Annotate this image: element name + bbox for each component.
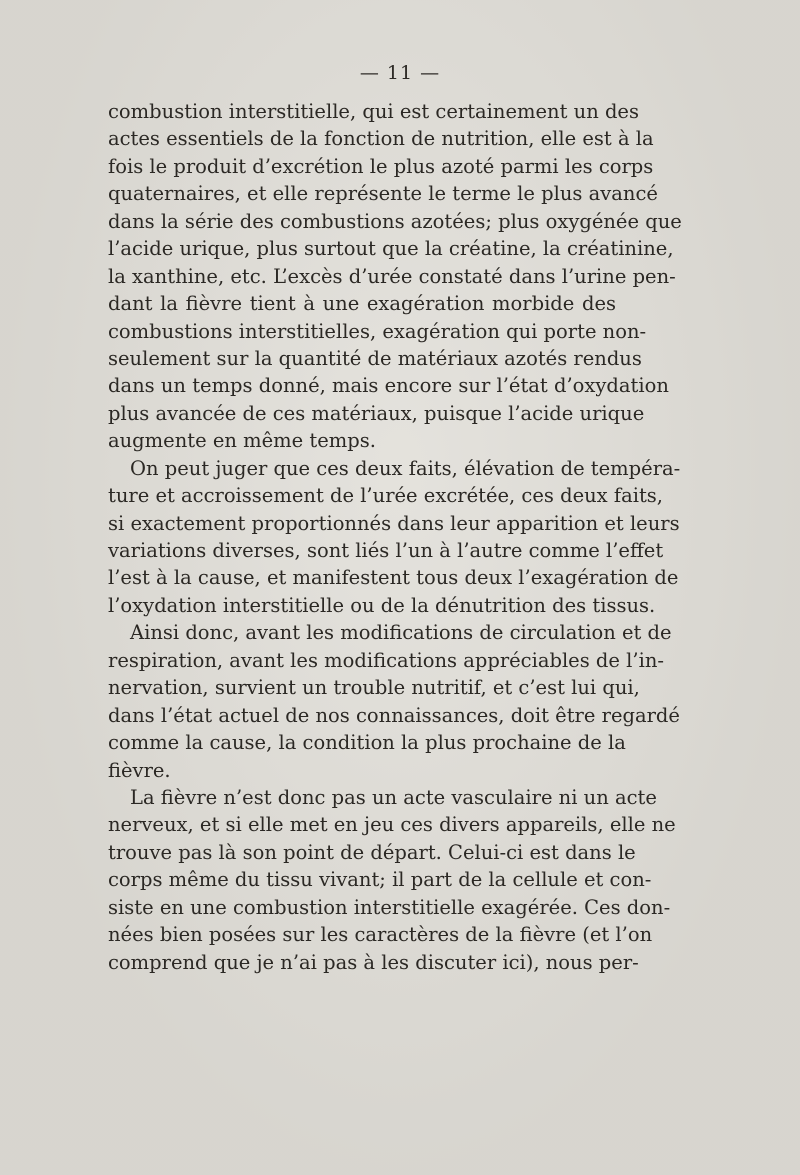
text-line: l’acide urique, plus surtout que la créatine, la créatinine, — [108, 237, 674, 261]
text-line: dant la fièvre tient à une exagération morbide des — [108, 292, 616, 316]
text-line: augmente en même temps. — [108, 429, 376, 453]
text-line: La fièvre n’est donc pas un acte vasculaire ni un acte — [130, 785, 657, 809]
text-line: l’oxydation interstitielle ou de la dénutrition des tissus. — [108, 593, 656, 617]
text-line: comme la cause, la condition la plus prochaine de la — [108, 731, 626, 755]
text-line: combustions interstitielles, exagération qui porte non- — [108, 319, 647, 343]
page-number-header: — 11 — — [359, 62, 441, 84]
text-line: dans un temps donné, mais encore sur l’état d’oxydation — [108, 374, 669, 398]
text-line: nervation, survient un trouble nutritif, et c’est lui qui, — [108, 676, 640, 700]
text-line: seulement sur la quantité de matériaux azotés rendus — [108, 346, 642, 370]
text-line: comprend que je n’ai pas à les discuter ici), nous per- — [108, 950, 639, 974]
text-line: si exactement proportionnés dans leur apparition et leurs — [108, 511, 680, 535]
text-line: ture et accroissement de l’urée excrétée, ces deux faits, — [108, 484, 663, 508]
text-line: dans l’état actuel de nos connaissances, doit être regardé — [108, 703, 680, 727]
text-line: On peut juger que ces deux faits, élévation de tempéra- — [130, 456, 681, 480]
text-line: l’est à la cause, et manifestent tous deux l’exagération de — [108, 566, 679, 590]
text-line: nées bien posées sur les caractères de la fièvre (et l’on — [108, 923, 653, 947]
text-line: dans la série des combustions azotées; plus oxygénée que — [108, 209, 682, 233]
text-line: actes essentiels de la fonction de nutrition, elle est à la — [108, 127, 654, 151]
text-line: trouve pas là son point de départ. Celui-ci est dans le — [108, 840, 636, 864]
text-line: Ainsi donc, avant les modifications de circulation et de — [130, 621, 672, 645]
text-line: variations diverses, sont liés l’un à l’autre comme l’effet — [108, 539, 664, 562]
text-line: respiration, avant les modifications appréciables de l’in- — [108, 648, 664, 672]
text-line: corps même du tissu vivant; il part de la cellule et con- — [108, 868, 652, 892]
text-line: siste en une combustion interstitielle exagérée. Ces don- — [108, 895, 671, 919]
text-line: plus avancée de ces matériaux, puisque l’acide urique — [108, 401, 645, 425]
body-text — [108, 98, 682, 976]
text-line: fièvre. — [108, 758, 171, 782]
text-line: nerveux, et si elle met en jeu ces divers appareils, elle ne — [108, 813, 676, 837]
text-line: fois le produit d’excrétion le plus azoté parmi les corps — [108, 154, 654, 178]
text-line: quaternaires, et elle représente le terme le plus avancé — [108, 182, 658, 206]
text-line: la xanthine, etc. L’excès d’urée constaté dans l’urine pen- — [108, 264, 676, 288]
text-line: combustion interstitielle, qui est certainement un des — [108, 100, 639, 123]
